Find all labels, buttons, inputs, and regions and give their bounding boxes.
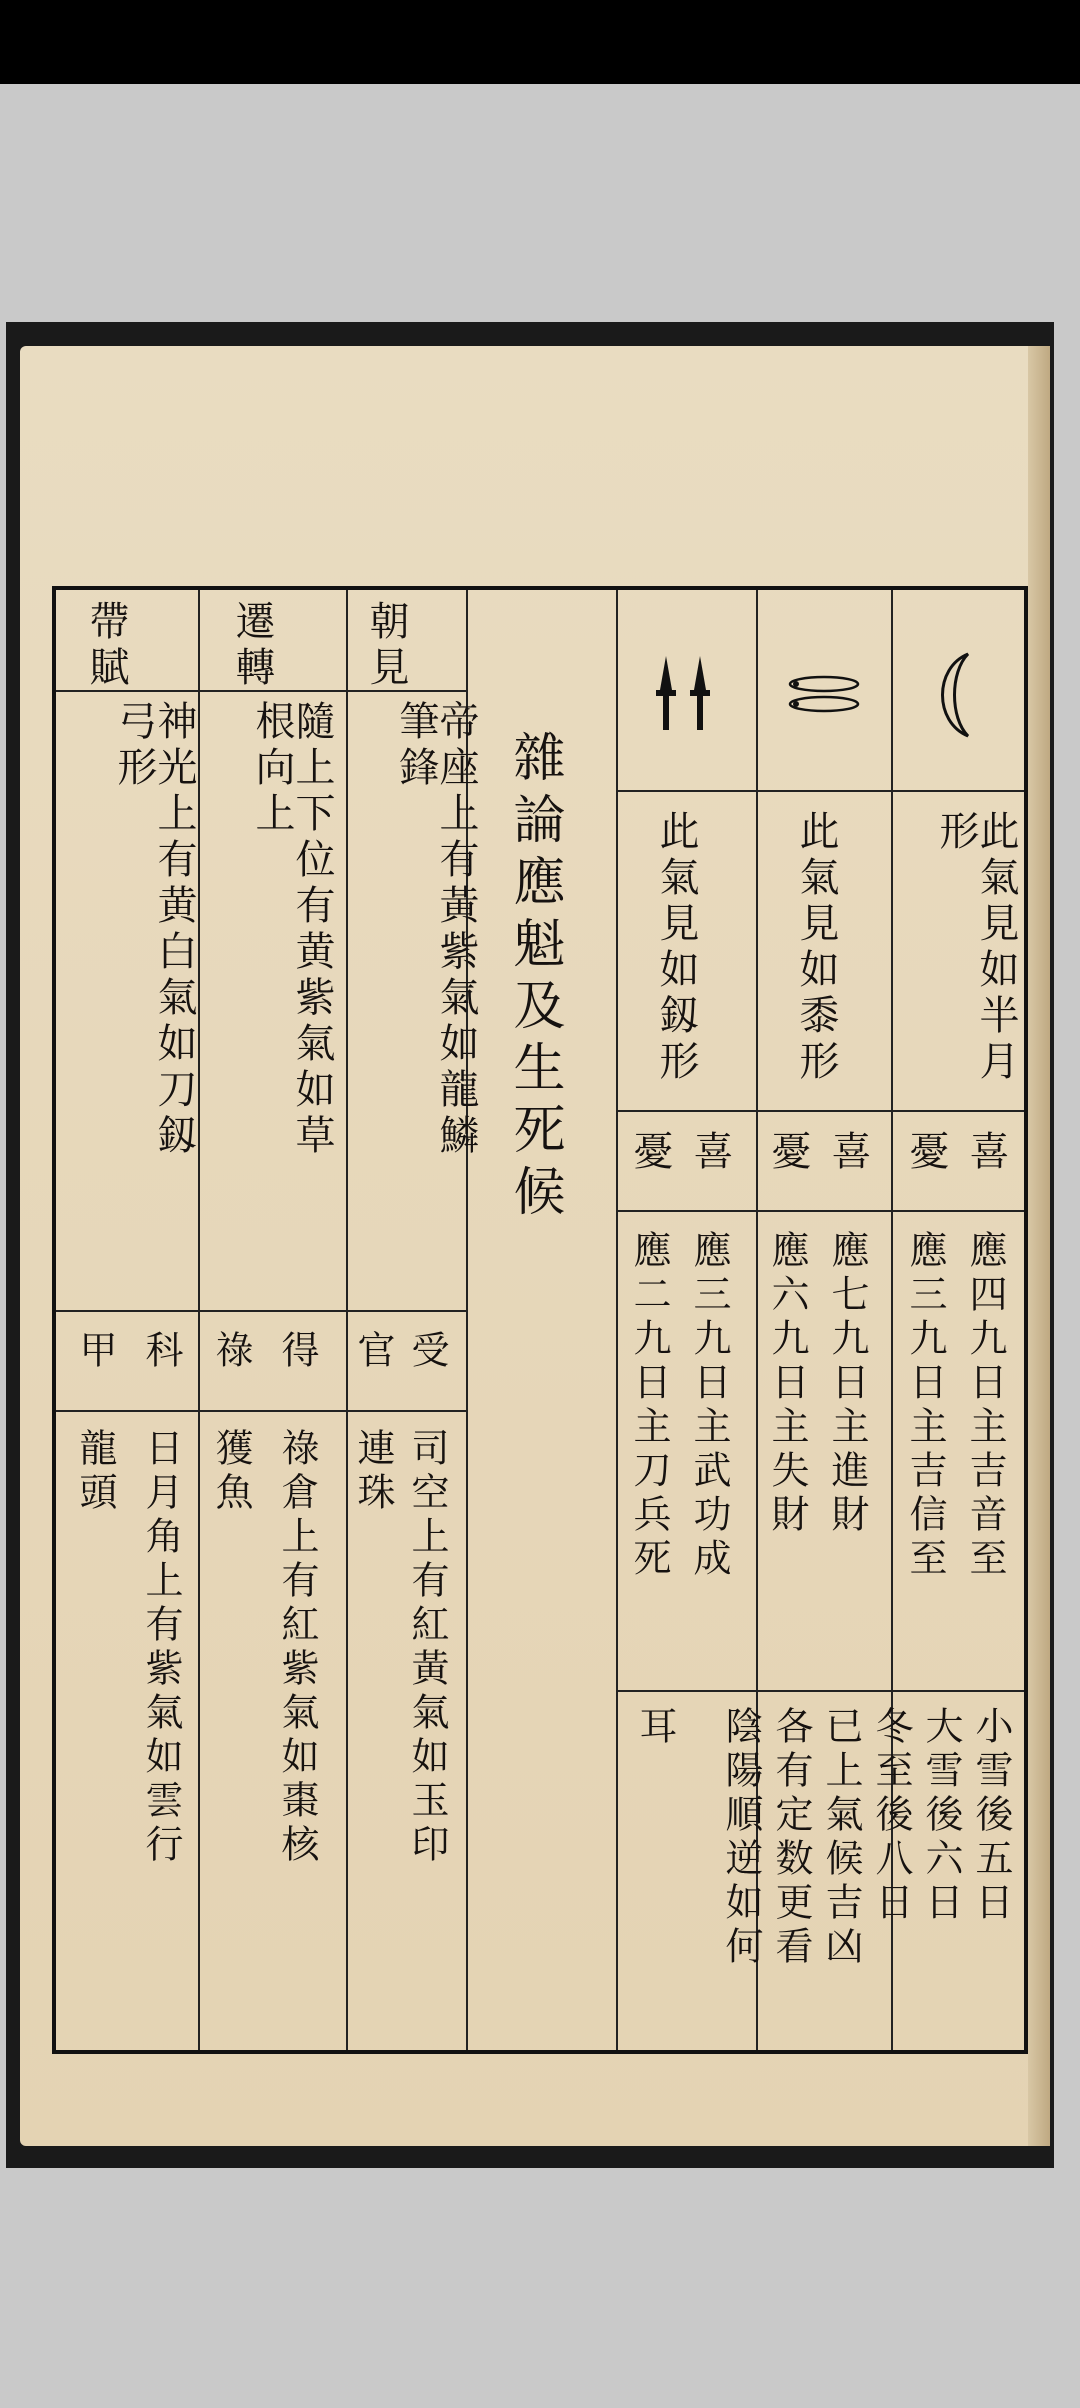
book-page xyxy=(20,346,1050,2146)
prediction-4: 應六九日主失財 xyxy=(765,1230,809,1538)
table-rule xyxy=(616,790,1024,792)
table-rule xyxy=(56,1310,466,1312)
description-grain: 此氣見如黍形 xyxy=(793,810,839,1086)
label-xi-3: 喜 xyxy=(687,1130,733,1176)
label-you-1: 憂 xyxy=(903,1130,949,1176)
label-you-2: 憂 xyxy=(765,1130,811,1176)
prediction-1: 應四九日主吉音至 xyxy=(963,1230,1007,1582)
table-divider xyxy=(346,590,348,2050)
body-shou: 司空上有紅黃氣如玉印 xyxy=(405,1428,449,1868)
prediction-2: 應三九日主吉信至 xyxy=(903,1230,947,1582)
header-ke: 科 xyxy=(139,1330,183,1374)
table-divider xyxy=(616,590,618,2050)
note-line-5: 各有定数更看 xyxy=(769,1706,813,1970)
prediction-3: 應七九日主進財 xyxy=(825,1230,869,1538)
table-rule xyxy=(616,1690,1024,1692)
body-de: 祿倉上有紅紫氣如棗核 xyxy=(275,1428,319,1868)
status-bar xyxy=(0,0,1080,84)
header-jia: 甲 xyxy=(73,1330,117,1374)
page-border-frame xyxy=(52,586,1028,2054)
header-chaojian: 朝見 xyxy=(363,600,409,692)
table-rule xyxy=(616,1210,1024,1212)
header-lu: 祿 xyxy=(209,1330,253,1374)
label-xi-2: 喜 xyxy=(825,1130,871,1176)
body-lu: 獲魚 xyxy=(209,1428,253,1516)
table-divider xyxy=(198,590,200,2050)
body-jia: 龍頭 xyxy=(73,1428,117,1516)
header-guan: 官 xyxy=(351,1330,395,1374)
prediction-6: 應二九日主刀兵死 xyxy=(627,1230,671,1582)
note-line-4: 已上氣候吉凶 xyxy=(819,1706,863,1970)
sword-pair-icon xyxy=(644,650,724,740)
crescent-moon-icon xyxy=(928,650,984,740)
book-spine xyxy=(1028,346,1050,2146)
grain-cluster-icon xyxy=(784,670,864,720)
body-ke: 日月角上有紫氣如雲行 xyxy=(139,1428,183,1868)
note-line-3: 冬至後八日 xyxy=(869,1706,913,1926)
label-you-3: 憂 xyxy=(627,1130,673,1176)
header-shou: 受 xyxy=(405,1330,449,1374)
prediction-5: 應三九日主武功成 xyxy=(687,1230,731,1582)
body-qianzhuan: 隨上下位有黄紫氣如草根向上 xyxy=(249,700,335,1160)
header-de: 得 xyxy=(275,1330,319,1374)
label-xi-1: 喜 xyxy=(963,1130,1009,1176)
body-guan: 連珠 xyxy=(351,1428,395,1516)
body-chaojian: 帝座上有黃紫氣如龍鱗筆鋒 xyxy=(393,700,479,1160)
note-line-1: 小雪後五日 xyxy=(969,1706,1013,1926)
body-daifu: 神光上有黄白氣如刀釼弓形 xyxy=(111,700,197,1160)
table-rule xyxy=(616,1110,1024,1112)
header-qianzhuan: 遷轉 xyxy=(229,600,275,692)
header-daifu: 帶賦 xyxy=(83,600,129,692)
book-photo xyxy=(6,322,1054,2168)
section-title: 雜論應魁及生死候 xyxy=(504,730,564,1226)
description-moon: 此氣見如半月形 xyxy=(933,810,1019,1086)
table-rule xyxy=(56,1410,466,1412)
note-line-7: 耳 xyxy=(633,1706,677,1750)
note-line-6: 陰陽順逆如何 xyxy=(719,1706,763,1970)
note-line-2: 大雪後六日 xyxy=(919,1706,963,1926)
description-sword: 此氣見如釼形 xyxy=(653,810,699,1086)
